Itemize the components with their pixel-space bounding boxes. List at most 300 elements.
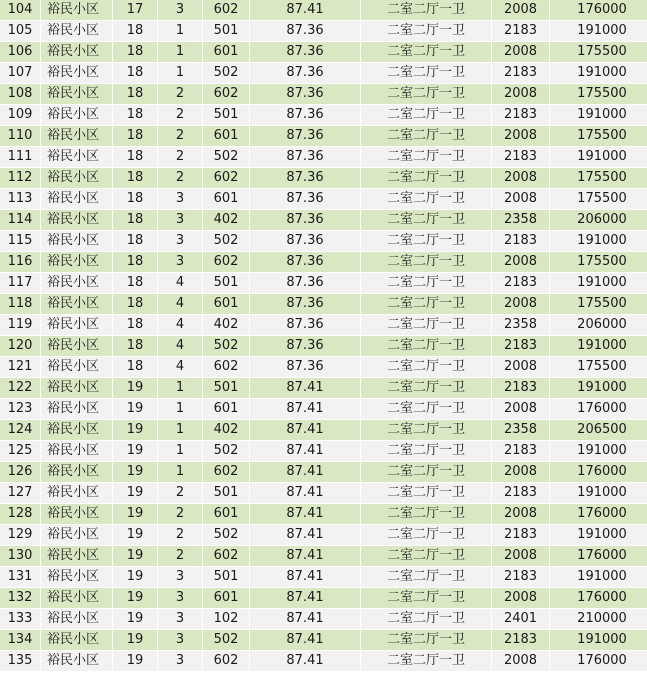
building-cell[interactable]: 19 [113, 651, 158, 672]
area-cell[interactable]: 87.36 [250, 42, 361, 63]
room-cell[interactable]: 601 [203, 126, 250, 147]
room-cell[interactable]: 601 [203, 189, 250, 210]
room-cell[interactable]: 601 [203, 42, 250, 63]
community-name-cell[interactable]: 裕民小区 [41, 630, 113, 651]
area-cell[interactable]: 87.41 [250, 441, 361, 462]
community-name-cell[interactable]: 裕民小区 [41, 294, 113, 315]
layout-cell[interactable]: 二室二厅一卫 [361, 378, 492, 399]
total-price-cell[interactable]: 191000 [550, 231, 647, 252]
unit-cell[interactable]: 2 [158, 546, 203, 567]
unit-cell[interactable]: 4 [158, 315, 203, 336]
area-cell[interactable]: 87.36 [250, 231, 361, 252]
layout-cell[interactable]: 二室二厅一卫 [361, 147, 492, 168]
community-name-cell[interactable]: 裕民小区 [41, 504, 113, 525]
layout-cell[interactable]: 二室二厅一卫 [361, 546, 492, 567]
room-cell[interactable]: 502 [203, 525, 250, 546]
table-row [0, 210, 647, 231]
area-cell[interactable]: 87.36 [250, 168, 361, 189]
layout-cell[interactable]: 二室二厅一卫 [361, 567, 492, 588]
building-cell[interactable]: 19 [113, 504, 158, 525]
row-number-cell[interactable]: 121 [0, 357, 41, 378]
area-cell[interactable]: 87.41 [250, 504, 361, 525]
building-cell[interactable]: 18 [113, 252, 158, 273]
unit-cell[interactable]: 3 [158, 252, 203, 273]
layout-cell[interactable]: 二室二厅一卫 [361, 336, 492, 357]
unit-cell[interactable]: 4 [158, 273, 203, 294]
unit-cell[interactable]: 3 [158, 189, 203, 210]
unit-price-cell[interactable]: 2401 [492, 609, 550, 630]
community-name-cell[interactable]: 裕民小区 [41, 462, 113, 483]
area-cell[interactable]: 87.36 [250, 252, 361, 273]
total-price-cell[interactable]: 191000 [550, 630, 647, 651]
total-price-cell[interactable]: 191000 [550, 63, 647, 84]
unit-price-cell[interactable]: 2008 [492, 588, 550, 609]
unit-price-cell[interactable]: 2183 [492, 63, 550, 84]
unit-cell[interactable]: 2 [158, 126, 203, 147]
unit-cell[interactable]: 2 [158, 504, 203, 525]
area-cell[interactable]: 87.36 [250, 126, 361, 147]
unit-price-cell[interactable]: 2008 [492, 294, 550, 315]
total-price-cell[interactable]: 176000 [550, 588, 647, 609]
layout-cell[interactable]: 二室二厅一卫 [361, 609, 492, 630]
building-cell[interactable]: 19 [113, 546, 158, 567]
row-number-cell[interactable]: 106 [0, 42, 41, 63]
row-number-cell[interactable]: 114 [0, 210, 41, 231]
community-name-cell[interactable]: 裕民小区 [41, 357, 113, 378]
room-cell[interactable]: 501 [203, 105, 250, 126]
community-name-cell[interactable]: 裕民小区 [41, 336, 113, 357]
community-name-cell[interactable]: 裕民小区 [41, 399, 113, 420]
room-cell[interactable]: 602 [203, 651, 250, 672]
unit-price-cell[interactable]: 2183 [492, 273, 550, 294]
row-number-cell[interactable]: 105 [0, 21, 41, 42]
unit-cell[interactable]: 3 [158, 567, 203, 588]
unit-price-cell[interactable]: 2008 [492, 168, 550, 189]
total-price-cell[interactable]: 191000 [550, 105, 647, 126]
community-name-cell[interactable]: 裕民小区 [41, 63, 113, 84]
area-cell[interactable]: 87.36 [250, 294, 361, 315]
unit-price-cell[interactable]: 2183 [492, 441, 550, 462]
layout-cell[interactable]: 二室二厅一卫 [361, 504, 492, 525]
row-number-cell[interactable]: 110 [0, 126, 41, 147]
area-cell[interactable]: 87.41 [250, 483, 361, 504]
row-number-cell[interactable]: 112 [0, 168, 41, 189]
layout-cell[interactable]: 二室二厅一卫 [361, 168, 492, 189]
room-cell[interactable]: 502 [203, 630, 250, 651]
community-name-cell[interactable]: 裕民小区 [41, 420, 113, 441]
row-number-cell[interactable]: 132 [0, 588, 41, 609]
room-cell[interactable]: 602 [203, 84, 250, 105]
unit-cell[interactable]: 2 [158, 525, 203, 546]
area-cell[interactable]: 87.41 [250, 630, 361, 651]
row-number-cell[interactable]: 122 [0, 378, 41, 399]
community-name-cell[interactable]: 裕民小区 [41, 546, 113, 567]
unit-price-cell[interactable]: 2008 [492, 42, 550, 63]
unit-cell[interactable]: 1 [158, 399, 203, 420]
area-cell[interactable]: 87.41 [250, 462, 361, 483]
unit-price-cell[interactable]: 2008 [492, 399, 550, 420]
total-price-cell[interactable]: 176000 [550, 651, 647, 672]
total-price-cell[interactable]: 191000 [550, 525, 647, 546]
unit-price-cell[interactable]: 2183 [492, 21, 550, 42]
row-number-cell[interactable]: 133 [0, 609, 41, 630]
row-number-cell[interactable]: 107 [0, 63, 41, 84]
layout-cell[interactable]: 二室二厅一卫 [361, 210, 492, 231]
total-price-cell[interactable]: 191000 [550, 336, 647, 357]
building-cell[interactable]: 18 [113, 84, 158, 105]
unit-cell[interactable]: 2 [158, 84, 203, 105]
room-cell[interactable]: 601 [203, 588, 250, 609]
row-number-cell[interactable]: 116 [0, 252, 41, 273]
unit-price-cell[interactable]: 2183 [492, 567, 550, 588]
total-price-cell[interactable]: 210000 [550, 609, 647, 630]
unit-cell[interactable]: 1 [158, 378, 203, 399]
building-cell[interactable]: 18 [113, 63, 158, 84]
unit-cell[interactable]: 1 [158, 441, 203, 462]
table-row [0, 504, 647, 525]
row-number-cell[interactable]: 108 [0, 84, 41, 105]
area-cell[interactable]: 87.36 [250, 105, 361, 126]
row-number-cell[interactable]: 131 [0, 567, 41, 588]
room-cell[interactable]: 602 [203, 357, 250, 378]
layout-cell[interactable]: 二室二厅一卫 [361, 420, 492, 441]
row-number-cell[interactable]: 128 [0, 504, 41, 525]
room-cell[interactable]: 102 [203, 609, 250, 630]
area-cell[interactable]: 87.41 [250, 525, 361, 546]
community-name-cell[interactable]: 裕民小区 [41, 315, 113, 336]
unit-cell[interactable]: 4 [158, 357, 203, 378]
table-row [0, 231, 647, 252]
unit-cell[interactable]: 4 [158, 294, 203, 315]
unit-price-cell[interactable]: 2008 [492, 546, 550, 567]
building-cell[interactable]: 18 [113, 105, 158, 126]
building-cell[interactable]: 19 [113, 462, 158, 483]
building-cell[interactable]: 18 [113, 357, 158, 378]
room-cell[interactable]: 602 [203, 252, 250, 273]
unit-cell[interactable]: 2 [158, 105, 203, 126]
room-cell[interactable]: 501 [203, 567, 250, 588]
unit-price-cell[interactable]: 2183 [492, 630, 550, 651]
building-cell[interactable]: 18 [113, 336, 158, 357]
layout-cell[interactable]: 二室二厅一卫 [361, 630, 492, 651]
row-number-cell[interactable]: 109 [0, 105, 41, 126]
unit-price-cell[interactable]: 2008 [492, 462, 550, 483]
unit-cell[interactable]: 3 [158, 231, 203, 252]
room-cell[interactable]: 501 [203, 378, 250, 399]
row-number-cell[interactable]: 126 [0, 462, 41, 483]
unit-cell[interactable]: 1 [158, 63, 203, 84]
building-cell[interactable]: 18 [113, 168, 158, 189]
community-name-cell[interactable]: 裕民小区 [41, 441, 113, 462]
layout-cell[interactable]: 二室二厅一卫 [361, 357, 492, 378]
room-cell[interactable]: 601 [203, 399, 250, 420]
community-name-cell[interactable]: 裕民小区 [41, 651, 113, 672]
room-cell[interactable]: 502 [203, 336, 250, 357]
row-number-cell[interactable]: 104 [0, 0, 41, 21]
unit-cell[interactable]: 2 [158, 168, 203, 189]
unit-price-cell[interactable]: 2183 [492, 483, 550, 504]
unit-price-cell[interactable]: 2183 [492, 378, 550, 399]
building-cell[interactable]: 18 [113, 273, 158, 294]
layout-cell[interactable]: 二室二厅一卫 [361, 399, 492, 420]
total-price-cell[interactable]: 176000 [550, 0, 647, 21]
layout-cell[interactable]: 二室二厅一卫 [361, 21, 492, 42]
community-name-cell[interactable]: 裕民小区 [41, 609, 113, 630]
building-cell[interactable]: 18 [113, 210, 158, 231]
unit-price-cell[interactable]: 2008 [492, 651, 550, 672]
room-cell[interactable]: 501 [203, 483, 250, 504]
row-number-cell[interactable]: 119 [0, 315, 41, 336]
row-number-cell[interactable]: 135 [0, 651, 41, 672]
total-price-cell[interactable]: 175500 [550, 126, 647, 147]
community-name-cell[interactable]: 裕民小区 [41, 252, 113, 273]
unit-price-cell[interactable]: 2358 [492, 210, 550, 231]
community-name-cell[interactable]: 裕民小区 [41, 378, 113, 399]
building-cell[interactable]: 19 [113, 630, 158, 651]
room-cell[interactable]: 601 [203, 294, 250, 315]
area-cell[interactable]: 87.41 [250, 399, 361, 420]
total-price-cell[interactable]: 191000 [550, 273, 647, 294]
row-number-cell[interactable]: 127 [0, 483, 41, 504]
unit-cell[interactable]: 1 [158, 420, 203, 441]
room-cell[interactable]: 502 [203, 231, 250, 252]
table-row [0, 441, 647, 462]
table-row [0, 84, 647, 105]
total-price-cell[interactable]: 191000 [550, 378, 647, 399]
area-cell[interactable]: 87.36 [250, 147, 361, 168]
table-row [0, 609, 647, 630]
layout-cell[interactable]: 二室二厅一卫 [361, 105, 492, 126]
total-price-cell[interactable]: 206000 [550, 210, 647, 231]
room-cell[interactable]: 502 [203, 63, 250, 84]
table-row [0, 147, 647, 168]
row-number-cell[interactable]: 125 [0, 441, 41, 462]
community-name-cell[interactable]: 裕民小区 [41, 105, 113, 126]
building-cell[interactable]: 17 [113, 0, 158, 21]
layout-cell[interactable]: 二室二厅一卫 [361, 126, 492, 147]
area-cell[interactable]: 87.41 [250, 588, 361, 609]
total-price-cell[interactable]: 176000 [550, 399, 647, 420]
building-cell[interactable]: 19 [113, 483, 158, 504]
total-price-cell[interactable]: 175500 [550, 168, 647, 189]
community-name-cell[interactable]: 裕民小区 [41, 0, 113, 21]
area-cell[interactable]: 87.36 [250, 336, 361, 357]
unit-cell[interactable]: 2 [158, 147, 203, 168]
room-cell[interactable]: 502 [203, 147, 250, 168]
unit-cell[interactable]: 1 [158, 462, 203, 483]
total-price-cell[interactable]: 176000 [550, 504, 647, 525]
layout-cell[interactable]: 二室二厅一卫 [361, 84, 492, 105]
total-price-cell[interactable]: 175500 [550, 189, 647, 210]
area-cell[interactable]: 87.41 [250, 546, 361, 567]
unit-cell[interactable]: 2 [158, 483, 203, 504]
building-cell[interactable]: 18 [113, 42, 158, 63]
building-cell[interactable]: 18 [113, 189, 158, 210]
building-cell[interactable]: 19 [113, 588, 158, 609]
layout-cell[interactable]: 二室二厅一卫 [361, 315, 492, 336]
building-cell[interactable]: 18 [113, 126, 158, 147]
total-price-cell[interactable]: 191000 [550, 147, 647, 168]
community-name-cell[interactable]: 裕民小区 [41, 84, 113, 105]
area-cell[interactable]: 87.36 [250, 21, 361, 42]
row-number-cell[interactable]: 120 [0, 336, 41, 357]
row-number-cell[interactable]: 118 [0, 294, 41, 315]
room-cell[interactable]: 402 [203, 210, 250, 231]
unit-price-cell[interactable]: 2183 [492, 147, 550, 168]
building-cell[interactable]: 18 [113, 147, 158, 168]
building-cell[interactable]: 18 [113, 315, 158, 336]
row-number-cell[interactable]: 123 [0, 399, 41, 420]
layout-cell[interactable]: 二室二厅一卫 [361, 483, 492, 504]
layout-cell[interactable]: 二室二厅一卫 [361, 525, 492, 546]
unit-cell[interactable]: 3 [158, 210, 203, 231]
total-price-cell[interactable]: 175500 [550, 357, 647, 378]
total-price-cell[interactable]: 206000 [550, 315, 647, 336]
unit-cell[interactable]: 3 [158, 630, 203, 651]
building-cell[interactable]: 18 [113, 294, 158, 315]
room-cell[interactable]: 502 [203, 441, 250, 462]
building-cell[interactable]: 18 [113, 21, 158, 42]
room-cell[interactable]: 501 [203, 273, 250, 294]
area-cell[interactable]: 87.41 [250, 0, 361, 21]
layout-cell[interactable]: 二室二厅一卫 [361, 651, 492, 672]
area-cell[interactable]: 87.41 [250, 378, 361, 399]
building-cell[interactable]: 19 [113, 399, 158, 420]
area-cell[interactable]: 87.36 [250, 84, 361, 105]
unit-price-cell[interactable]: 2008 [492, 504, 550, 525]
room-cell[interactable]: 602 [203, 0, 250, 21]
layout-cell[interactable]: 二室二厅一卫 [361, 189, 492, 210]
layout-cell[interactable]: 二室二厅一卫 [361, 231, 492, 252]
row-number-cell[interactable]: 124 [0, 420, 41, 441]
building-cell[interactable]: 19 [113, 441, 158, 462]
unit-price-cell[interactable]: 2183 [492, 231, 550, 252]
unit-price-cell[interactable]: 2008 [492, 189, 550, 210]
unit-cell[interactable]: 3 [158, 588, 203, 609]
total-price-cell[interactable]: 176000 [550, 546, 647, 567]
room-cell[interactable]: 602 [203, 546, 250, 567]
unit-price-cell[interactable]: 2008 [492, 84, 550, 105]
layout-cell[interactable]: 二室二厅一卫 [361, 42, 492, 63]
building-cell[interactable]: 19 [113, 525, 158, 546]
unit-price-cell[interactable]: 2008 [492, 357, 550, 378]
unit-cell[interactable]: 3 [158, 609, 203, 630]
total-price-cell[interactable]: 191000 [550, 21, 647, 42]
building-cell[interactable]: 19 [113, 420, 158, 441]
layout-cell[interactable]: 二室二厅一卫 [361, 588, 492, 609]
row-number-cell[interactable]: 113 [0, 189, 41, 210]
layout-cell[interactable]: 二室二厅一卫 [361, 252, 492, 273]
total-price-cell[interactable]: 191000 [550, 441, 647, 462]
area-cell[interactable]: 87.41 [250, 567, 361, 588]
building-cell[interactable]: 19 [113, 609, 158, 630]
area-cell[interactable]: 87.36 [250, 273, 361, 294]
table-row [0, 168, 647, 189]
area-cell[interactable]: 87.36 [250, 357, 361, 378]
table-row [0, 399, 647, 420]
layout-cell[interactable]: 二室二厅一卫 [361, 462, 492, 483]
unit-price-cell[interactable]: 2358 [492, 420, 550, 441]
total-price-cell[interactable]: 175500 [550, 84, 647, 105]
layout-cell[interactable]: 二室二厅一卫 [361, 294, 492, 315]
table-row [0, 567, 647, 588]
room-cell[interactable]: 602 [203, 168, 250, 189]
area-cell[interactable]: 87.36 [250, 63, 361, 84]
table-row [0, 63, 647, 84]
row-number-cell[interactable]: 129 [0, 525, 41, 546]
room-cell[interactable]: 402 [203, 315, 250, 336]
unit-price-cell[interactable]: 2183 [492, 336, 550, 357]
layout-cell[interactable]: 二室二厅一卫 [361, 63, 492, 84]
area-cell[interactable]: 87.36 [250, 315, 361, 336]
community-name-cell[interactable]: 裕民小区 [41, 168, 113, 189]
total-price-cell[interactable]: 191000 [550, 567, 647, 588]
room-cell[interactable]: 402 [203, 420, 250, 441]
row-number-cell[interactable]: 134 [0, 630, 41, 651]
unit-cell[interactable]: 4 [158, 336, 203, 357]
community-name-cell[interactable]: 裕民小区 [41, 42, 113, 63]
room-cell[interactable]: 602 [203, 462, 250, 483]
area-cell[interactable]: 87.36 [250, 210, 361, 231]
unit-price-cell[interactable]: 2358 [492, 315, 550, 336]
unit-price-cell[interactable]: 2183 [492, 525, 550, 546]
community-name-cell[interactable]: 裕民小区 [41, 273, 113, 294]
unit-cell[interactable]: 3 [158, 0, 203, 21]
layout-cell[interactable]: 二室二厅一卫 [361, 273, 492, 294]
community-name-cell[interactable]: 裕民小区 [41, 588, 113, 609]
room-cell[interactable]: 601 [203, 504, 250, 525]
community-name-cell[interactable]: 裕民小区 [41, 189, 113, 210]
building-cell[interactable]: 19 [113, 567, 158, 588]
layout-cell[interactable]: 二室二厅一卫 [361, 441, 492, 462]
community-name-cell[interactable]: 裕民小区 [41, 210, 113, 231]
room-cell[interactable]: 501 [203, 21, 250, 42]
building-cell[interactable]: 19 [113, 378, 158, 399]
area-cell[interactable]: 87.41 [250, 609, 361, 630]
total-price-cell[interactable]: 176000 [550, 462, 647, 483]
area-cell[interactable]: 87.41 [250, 420, 361, 441]
total-price-cell[interactable]: 175500 [550, 294, 647, 315]
community-name-cell[interactable]: 裕民小区 [41, 21, 113, 42]
unit-price-cell[interactable]: 2008 [492, 0, 550, 21]
total-price-cell[interactable]: 175500 [550, 252, 647, 273]
total-price-cell[interactable]: 175500 [550, 42, 647, 63]
total-price-cell[interactable]: 191000 [550, 483, 647, 504]
community-name-cell[interactable]: 裕民小区 [41, 147, 113, 168]
community-name-cell[interactable]: 裕民小区 [41, 126, 113, 147]
unit-cell[interactable]: 3 [158, 651, 203, 672]
community-name-cell[interactable]: 裕民小区 [41, 567, 113, 588]
community-name-cell[interactable]: 裕民小区 [41, 483, 113, 504]
layout-cell[interactable]: 二室二厅一卫 [361, 0, 492, 21]
area-cell[interactable]: 87.36 [250, 189, 361, 210]
area-cell[interactable]: 87.41 [250, 651, 361, 672]
community-name-cell[interactable]: 裕民小区 [41, 231, 113, 252]
unit-price-cell[interactable]: 2008 [492, 126, 550, 147]
row-number-cell[interactable]: 111 [0, 147, 41, 168]
row-number-cell[interactable]: 115 [0, 231, 41, 252]
community-name-cell[interactable]: 裕民小区 [41, 525, 113, 546]
row-number-cell[interactable]: 130 [0, 546, 41, 567]
building-cell[interactable]: 18 [113, 231, 158, 252]
total-price-cell[interactable]: 206500 [550, 420, 647, 441]
unit-cell[interactable]: 1 [158, 21, 203, 42]
unit-price-cell[interactable]: 2183 [492, 105, 550, 126]
unit-price-cell[interactable]: 2008 [492, 252, 550, 273]
unit-cell[interactable]: 1 [158, 42, 203, 63]
table-row [0, 462, 647, 483]
row-number-cell[interactable]: 117 [0, 273, 41, 294]
